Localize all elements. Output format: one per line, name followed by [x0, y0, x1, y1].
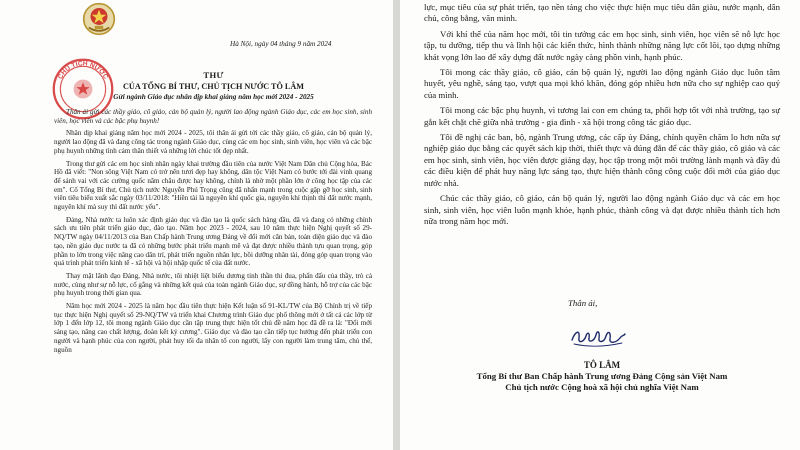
letter-title: CỦA TỔNG BÍ THƯ, CHỦ TỊCH NƯỚC TÔ LÂM	[123, 82, 304, 91]
letter-subtitle: Gửi ngành Giáo dục nhân dịp khai giảng năm học mới 2024 - 2025	[113, 93, 314, 101]
left-body	[54, 108, 372, 354]
page-divider	[393, 0, 400, 450]
signer-title-state: Chủ tịch nước Cộng hoà xã hội chủ nghĩa Việt Nam	[505, 382, 699, 392]
paragraph: Tôi đề nghị các ban, bộ, ngành Trung ương, các cấp ủy Đảng, chính quyền chăm lo hơn nữa sự nghiệp giáo dục bằng các quyết sách kịp thời, thiết thực và đúng đắn để các thầy giáo, cô giáo và các em học sinh, sinh viên, học viên được giảng dạy, học tập trong một môi trường lành mạnh và đầy đủ các điều kiện để phát huy năng lực sáng tạo, thực hiện thành công công cuộc đổi mới của giáo dục nước nhà.	[424, 132, 780, 188]
national-emblem-icon	[82, 2, 116, 36]
paragraph: Tôi mong các thầy giáo, cô giáo, cán bộ quản lý, người lao động ngành Giáo dục luôn tâm huyết, yêu nghề, sáng tạo, vượt qua mọi khó khăn, đóng góp nhiều hơn nữa cho sự nghiệp cao quý của mình.	[424, 67, 780, 100]
paragraph: Tôi mong các bậc phụ huynh, vì tương lai con em chúng ta, phối hợp tốt với nhà trường, tạo sự gắn kết chặt chẽ giữa nhà trường - gia đình - xã hội trong công tác giáo dục.	[424, 105, 780, 127]
paragraph: Trong thư gửi các em học sinh nhân ngày khai trường đầu tiên của nước Việt Nam Dân chủ Cộng hòa, Bác Hồ đã viết: "Non sông Việt Nam có trở nên tươi đẹp hay không, dân tộc Việt Nam có bước tới đài vinh quang để sánh vai với các cường quốc năm châu được hay không, chính là nhờ một phần lớn ở công học tập của các em". Cố Tổng Bí thư, Chủ tịch nước Nguyễn Phú Trọng cũng đã nhấn mạnh trong cuộc gặp gỡ học sinh, sinh viên tiêu biểu xuất sắc ngày 03/11/2018: "Hiền tài là nguyên khí quốc gia, nguyên khí thịnh thì đất nước mạnh, nguyên khí mà suy thì đất nước yếu".	[54, 159, 372, 212]
letter-title-block	[54, 70, 373, 101]
letter-heading: THƯ	[203, 70, 224, 80]
right-body	[424, 2, 780, 227]
signer-title-party: Tổng Bí thư Ban Chấp hành Trung ương Đảng Cộng sản Việt Nam	[476, 371, 728, 381]
paragraph: Năm học mới 2024 - 2025 là năm học đầu tiên thực hiện Kết luận số 91-KL/TW của Bộ Chính trị về tiếp tục thực hiện Nghị quyết số 29-NQ/TW và triển khai Chương trình Giáo dục phổ thông mới ở tất cả các lớp từ lớp 1 đến lớp 12, tôi mong ngành Giáo dục cần tập trung thực hiện tốt chủ đề năm học đã đề ra là: "Đổi mới sáng tạo, nâng cao chất lượng, đoàn kết kỷ cương". Giáo dục và đào tạo cần tiếp tục hướng đến phát triển con người và hạnh phúc của con người, phát huy tối đa nhân tố con người, lấy con người làm trung tâm, chủ thể, nguồn	[54, 302, 372, 354]
paragraph: Chúc các thầy giáo, cô giáo, cán bộ quản lý, người lao động ngành Giáo dục và các em học sinh, sinh viên, học viên luôn mạnh khỏe, hạnh phúc, thành công và đạt được nhiều thành tích hơn nữa trong năm học mới.	[424, 193, 780, 226]
signer-block	[424, 360, 780, 392]
paragraph: Đảng, Nhà nước ta luôn xác định giáo dục và đào tạo là quốc sách hàng đầu, đã và đang có những chính sách ưu tiên phát triển giáo dục, đào tạo. Năm học 2023 - 2024, sau 10 năm thực hiện Nghị quyết số 29-NQ/TW ngày 04/11/2013 của Ban Chấp hành Trung ương Đảng về đổi mới căn bản, toàn diện giáo dục và đào tạo, nền giáo dục nước ta đã có những bước phát triển mạnh mẽ và đạt được nhiều thành tựu quan trọng, góp phần to lớn trong việc nâng cao dân trí, phát triển nguồn nhân lực, bồi dưỡng nhân tài, đóng góp quan trọng vào quá trình phát triển kinh tế - xã hội và hội nhập quốc tế của đất nước.	[54, 215, 372, 268]
paragraph: lực, mục tiêu của sự phát triển, tạo nền tảng cho việc thực hiện mục tiêu dân giàu, nước mạnh, dân chủ, công bằng, văn minh.	[424, 2, 780, 24]
stamp-text: CHỦ TỊCH NƯỚC	[56, 60, 110, 81]
greeting: Thân ái gửi các thầy giáo, cô giáo, cán bộ quản lý, người lao động ngành Giáo dục, các em học sinh, sinh viên, học viên và các bậc phụ huynh!	[54, 108, 372, 125]
letter-date: Hà Nội, ngày 04 tháng 9 năm 2024	[230, 40, 332, 48]
paragraph: Thay mặt lãnh đạo Đảng, Nhà nước, tôi nhiệt liệt biểu dương tinh thần thi đua, phấn đấu của thầy, trò cả nước, cùng như sự nỗ lực, cố gắng và những kết quả của toàn ngành Giáo dục, sự đồng hành, hỗ trợ của các bậc phụ huynh trong thời gian qua.	[54, 271, 372, 298]
signer-name: TÔ LÂM	[583, 360, 621, 370]
handwritten-signature-icon	[568, 316, 628, 350]
closing-salutation: Thân ái,	[568, 298, 598, 308]
paragraph: Với khí thế của năm học mới, tôi tin tưởng các em học sinh, sinh viên, học viên sẽ nỗ lực học tập, tu dưỡng, tiếp thu và lĩnh hội các kiến thức, hình thành những năng lực cốt lõi, tạo dựng những khát vọng lớn lao để xây dựng đất nước ngày càng phồn vinh, hạnh phúc.	[424, 28, 780, 62]
paragraph: Nhân dịp khai giảng năm học mới 2024 - 2025, tôi thân ái gửi tới các thầy giáo, cô giáo, cán bộ quản lý, người lao động đã và đang công tác trong ngành Giáo dục, cùng các em học sinh, sinh viên, học viên và các bậc phụ huynh những tình cảm thân thiết và những lời chúc tốt đẹp nhất.	[54, 129, 372, 155]
